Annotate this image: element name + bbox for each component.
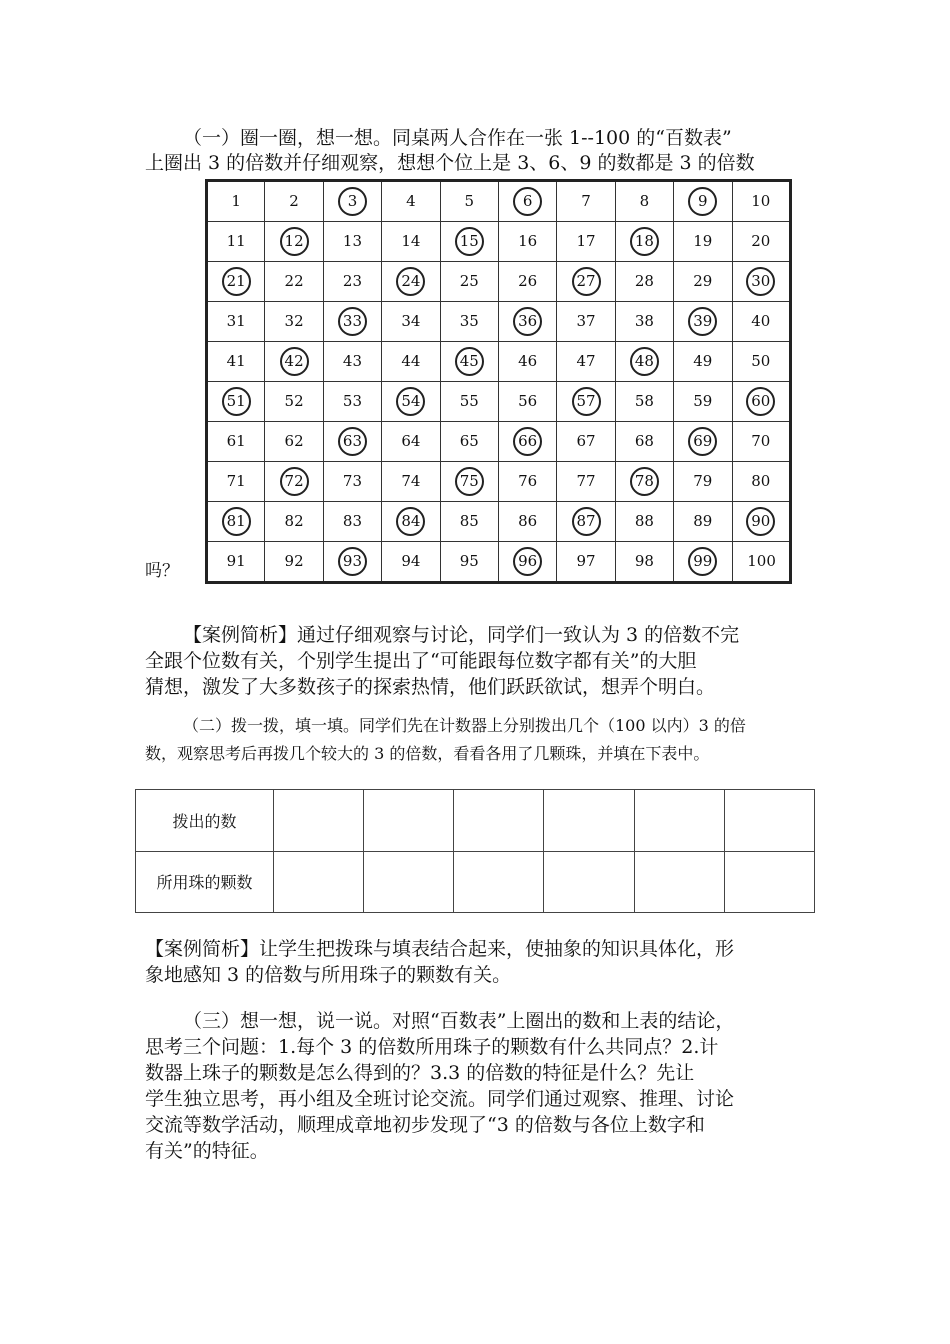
hundred-number: 68: [634, 432, 654, 450]
hundred-cell: [382, 302, 440, 342]
hundred-cell: [265, 502, 323, 542]
hundred-cell: [265, 382, 323, 422]
hundred-cell: [615, 382, 673, 422]
hundred-number: 86: [518, 512, 538, 530]
fill-cell[interactable]: [454, 851, 544, 913]
hundred-cell: [498, 542, 556, 583]
hundred-number: 53: [342, 392, 363, 410]
fill-row2-label: 所用珠的颗数: [136, 851, 274, 913]
hundred-number: 21: [222, 267, 251, 296]
hundred-number: 64: [401, 432, 421, 450]
hundred-cell: [674, 502, 732, 542]
hundred-cell: [615, 181, 673, 222]
fill-cell[interactable]: [364, 790, 454, 852]
hundred-cell: [732, 502, 790, 542]
hundred-cell: [557, 262, 615, 302]
hundred-cell: [732, 262, 790, 302]
hundred-number: 20: [751, 232, 771, 250]
section1-line: 上圈出 3 的倍数并仔细观察，想想个位上是 3、6、9 的数都是 3 的倍数: [145, 152, 755, 174]
hundred-cell: [498, 342, 556, 382]
hundred-cell: [557, 302, 615, 342]
hundred-cell: [207, 462, 265, 502]
section1-line: （一）圈一圈，想一想。同桌两人合作在一张 1--100 的“百数表”: [183, 127, 732, 149]
hundred-number: 99: [688, 547, 717, 576]
hundred-cell: [207, 542, 265, 583]
hundred-cell: [207, 342, 265, 382]
section3-text: [145, 1008, 810, 1164]
hundred-cell: [382, 342, 440, 382]
hundred-number: 76: [518, 472, 538, 490]
hundred-cell: [615, 342, 673, 382]
hundred-number: 37: [576, 312, 596, 330]
hundred-number: 59: [693, 392, 713, 410]
hundred-number: 45: [455, 347, 484, 376]
section3-line: 思考三个问题：1.每个 3 的倍数所用珠子的颗数有什么共同点？2.计: [145, 1036, 719, 1058]
fill-row-numbers: [136, 790, 815, 852]
section3-line: 学生独立思考，再小组及全班讨论交流。同学们通过观察、推理、讨论: [145, 1088, 735, 1110]
hundred-cell: [323, 542, 381, 583]
hundred-cell: [498, 302, 556, 342]
analysis2-line: 象地感知 3 的倍数与所用珠子的颗数有关。: [145, 964, 512, 986]
hundred-number: 30: [746, 267, 775, 296]
hundred-cell: [265, 462, 323, 502]
hundred-cell: [265, 542, 323, 583]
hundred-cell: [382, 502, 440, 542]
fill-cell[interactable]: [634, 790, 724, 852]
hundred-number: 50: [751, 352, 771, 370]
hundred-cell: [265, 222, 323, 262]
hundred-number: 3: [338, 187, 367, 216]
fill-row-beads: [136, 851, 815, 913]
hundred-number: 24: [396, 267, 425, 296]
hundred-number: 58: [634, 392, 654, 410]
hundred-cell: [732, 462, 790, 502]
hundred-cell: [323, 262, 381, 302]
hundred-cell: [207, 262, 265, 302]
hundred-row: [207, 262, 791, 302]
fill-cell[interactable]: [544, 851, 634, 913]
hundred-number: 70: [751, 432, 771, 450]
section3-line: （三）想一想，说一说。对照“百数表”上圈出的数和上表的结论，: [183, 1010, 735, 1032]
hundred-number: 19: [693, 232, 713, 250]
hundred-number: 12: [280, 227, 309, 256]
hundred-number: 97: [576, 552, 596, 570]
hundred-cell: [207, 181, 265, 222]
hundred-row: [207, 342, 791, 382]
hundred-number: 96: [513, 547, 542, 576]
hundred-cell: [382, 382, 440, 422]
hundred-number: 25: [459, 272, 479, 290]
hundred-number: 36: [513, 307, 542, 336]
hundred-cell: [440, 222, 498, 262]
hundred-number: 57: [572, 387, 601, 416]
hundred-cell: [207, 222, 265, 262]
hundred-number: 75: [455, 467, 484, 496]
hundred-number: 98: [634, 552, 654, 570]
hundred-row: [207, 422, 791, 462]
hundred-number: 32: [284, 312, 304, 330]
hundred-cell: [615, 422, 673, 462]
hundred-cell: [323, 222, 381, 262]
hundred-number: 26: [518, 272, 538, 290]
hundred-number: 91: [226, 552, 246, 570]
hundred-number: 77: [576, 472, 596, 490]
hundred-cell: [498, 422, 556, 462]
hundred-number: 4: [406, 192, 416, 210]
hundred-cell: [674, 302, 732, 342]
hundred-number: 90: [746, 507, 775, 536]
hundred-number: 80: [751, 472, 771, 490]
hundred-cell: [440, 342, 498, 382]
analysis1-line: 全跟个位数有关，个别学生提出了“可能跟每位数字都有关”的大胆: [145, 650, 697, 672]
analysis1-text: [145, 622, 810, 700]
hundred-number: 49: [693, 352, 713, 370]
hundred-row: [207, 542, 791, 583]
hundred-cell: [323, 462, 381, 502]
hundred-cell: [615, 222, 673, 262]
hundred-number: 61: [226, 432, 246, 450]
hundred-number: 73: [342, 472, 363, 490]
hundred-cell: [674, 222, 732, 262]
hundred-cell: [615, 302, 673, 342]
hundred-number: 14: [401, 232, 421, 250]
hundred-number: 44: [401, 352, 421, 370]
hundred-number: 7: [581, 192, 591, 210]
hundred-number: 85: [459, 512, 479, 530]
hundred-cell: [732, 302, 790, 342]
hundred-row: [207, 382, 791, 422]
hundred-cell: [265, 342, 323, 382]
hundred-number: 93: [338, 547, 367, 576]
hundred-row: [207, 222, 791, 262]
hundred-number: 38: [634, 312, 654, 330]
hundred-row: [207, 302, 791, 342]
hundred-cell: [265, 262, 323, 302]
hundred-cell: [498, 222, 556, 262]
section2-line: 数，观察思考后再拨几个较大的 3 的倍数，看看各用了几颗珠，并填在下表中。: [145, 744, 710, 763]
hundred-cell: [732, 342, 790, 382]
hundred-number: 23: [342, 272, 363, 290]
hundred-cell: [440, 181, 498, 222]
hundred-cell: [323, 181, 381, 222]
section1-text: [145, 126, 810, 176]
hundred-number: 35: [459, 312, 479, 330]
hundred-cell: [207, 302, 265, 342]
hundred-number: 51: [222, 387, 251, 416]
hundred-number: 16: [518, 232, 538, 250]
fill-cell[interactable]: [454, 790, 544, 852]
hundred-number: 6: [513, 187, 542, 216]
hundred-cell: [498, 382, 556, 422]
hundred-number: 9: [688, 187, 717, 216]
hundred-number: 66: [513, 427, 542, 456]
hundred-cell: [440, 542, 498, 583]
hundred-number: 79: [693, 472, 713, 490]
fill-cell[interactable]: [634, 851, 724, 913]
hundred-number: 52: [284, 392, 304, 410]
hundred-cell: [323, 302, 381, 342]
section1-tail: 吗？: [145, 561, 179, 581]
hundred-cell: [615, 542, 673, 583]
hundred-number: 81: [222, 507, 251, 536]
section2-text: [145, 712, 810, 768]
hundred-cell: [674, 542, 732, 583]
hundred-cell: [557, 502, 615, 542]
hundred-number: 60: [746, 387, 775, 416]
hundred-number: 17: [576, 232, 596, 250]
fill-row1-label: 拨出的数: [136, 790, 274, 852]
fill-cell[interactable]: [274, 790, 364, 852]
fill-cell[interactable]: [544, 790, 634, 852]
hundred-number: 47: [576, 352, 596, 370]
fill-table: [135, 789, 815, 913]
hundred-number: 31: [226, 312, 246, 330]
hundred-number: 13: [342, 232, 363, 250]
hundred-cell: [207, 502, 265, 542]
hundred-row: [207, 462, 791, 502]
hundred-cell: [440, 382, 498, 422]
hundred-cell: [265, 422, 323, 462]
hundred-number: 92: [284, 552, 304, 570]
hundred-cell: [674, 181, 732, 222]
section3-line: 有关”的特征。: [145, 1140, 269, 1162]
hundred-cell: [498, 462, 556, 502]
hundred-cell: [557, 382, 615, 422]
hundred-number: 1: [231, 192, 241, 210]
hundred-cell: [440, 302, 498, 342]
hundred-row: [207, 181, 791, 222]
hundred-cell: [557, 422, 615, 462]
section3-line: 数器上珠子的颗数是怎么得到的？3.3 的倍数的特征是什么？先让: [145, 1062, 695, 1084]
hundred-cell: [674, 262, 732, 302]
hundred-number: 62: [284, 432, 304, 450]
hundred-number: 22: [284, 272, 304, 290]
hundred-cell: [732, 542, 790, 583]
hundred-cell: [382, 262, 440, 302]
hundred-number: 63: [338, 427, 367, 456]
analysis1-line: 猜想，激发了大多数孩子的探索热情，他们跃跃欲试，想弄个明白。: [145, 676, 716, 698]
hundred-number: 15: [455, 227, 484, 256]
section2-line: （二）拨一拨，填一填。同学们先在计数器上分别拨出几个（100 以内）3 的倍: [183, 716, 746, 735]
hundred-cell: [382, 181, 440, 222]
hundred-cell: [732, 422, 790, 462]
hundred-number: 78: [630, 467, 659, 496]
hundred-cell: [382, 462, 440, 502]
hundred-number: 95: [459, 552, 479, 570]
hundred-number: 46: [518, 352, 538, 370]
hundred-number: 88: [634, 512, 654, 530]
hundred-cell: [440, 422, 498, 462]
hundred-cell: [615, 262, 673, 302]
hundred-number: 55: [459, 392, 479, 410]
hundred-cell: [732, 181, 790, 222]
fill-cell[interactable]: [274, 851, 364, 913]
hundred-number: 41: [226, 352, 246, 370]
hundred-number: 87: [572, 507, 601, 536]
fill-cell[interactable]: [724, 790, 814, 852]
hundred-table: [205, 179, 792, 584]
hundred-number: 100: [747, 552, 776, 570]
hundred-number: 28: [634, 272, 654, 290]
hundred-number: 11: [226, 232, 246, 250]
hundred-number: 54: [396, 387, 425, 416]
hundred-cell: [498, 502, 556, 542]
hundred-number: 10: [751, 192, 771, 210]
hundred-cell: [674, 462, 732, 502]
hundred-number: 27: [572, 267, 601, 296]
hundred-number: 74: [401, 472, 421, 490]
hundred-cell: [557, 462, 615, 502]
hundred-number: 2: [289, 192, 299, 210]
hundred-cell: [265, 181, 323, 222]
hundred-number: 84: [396, 507, 425, 536]
hundred-number: 34: [401, 312, 421, 330]
hundred-cell: [674, 422, 732, 462]
hundred-number: 29: [693, 272, 713, 290]
analysis1-line: 【案例简析】通过仔细观察与讨论，同学们一致认为 3 的倍数不完: [183, 624, 740, 646]
hundred-number: 82: [284, 512, 304, 530]
hundred-cell: [440, 262, 498, 302]
hundred-number: 89: [693, 512, 713, 530]
hundred-cell: [615, 462, 673, 502]
hundred-cell: [323, 422, 381, 462]
fill-cell[interactable]: [364, 851, 454, 913]
hundred-cell: [674, 342, 732, 382]
hundred-cell: [498, 181, 556, 222]
hundred-row: [207, 502, 791, 542]
hundred-cell: [207, 382, 265, 422]
hundred-cell: [265, 302, 323, 342]
hundred-cell: [382, 542, 440, 583]
hundred-cell: [440, 502, 498, 542]
analysis2-line: 【案例简析】让学生把拨珠与填表结合起来，使抽象的知识具体化，形: [145, 938, 735, 960]
hundred-number: 72: [280, 467, 309, 496]
hundred-cell: [323, 502, 381, 542]
fill-cell[interactable]: [724, 851, 814, 913]
hundred-number: 5: [464, 192, 475, 210]
hundred-cell: [615, 502, 673, 542]
hundred-cell: [557, 542, 615, 583]
hundred-cell: [557, 181, 615, 222]
hundred-cell: [557, 342, 615, 382]
hundred-number: 65: [459, 432, 479, 450]
hundred-number: 83: [342, 512, 363, 530]
analysis2-text: [145, 936, 810, 988]
hundred-number: 43: [342, 352, 363, 370]
hundred-number: 33: [338, 307, 367, 336]
hundred-number: 48: [630, 347, 659, 376]
hundred-cell: [732, 222, 790, 262]
hundred-cell: [557, 222, 615, 262]
hundred-number: 40: [751, 312, 771, 330]
hundred-number: 71: [226, 472, 246, 490]
hundred-cell: [732, 382, 790, 422]
section3-line: 交流等数学活动，顺理成章地初步发现了“3 的倍数与各位上数字和: [145, 1114, 705, 1136]
hundred-cell: [498, 262, 556, 302]
hundred-number: 8: [639, 192, 650, 210]
hundred-number: 94: [401, 552, 421, 570]
hundred-number: 18: [630, 227, 659, 256]
hundred-number: 56: [518, 392, 538, 410]
hundred-number: 67: [576, 432, 596, 450]
hundred-cell: [382, 222, 440, 262]
hundred-number: 39: [688, 307, 717, 336]
hundred-cell: [323, 382, 381, 422]
hundred-cell: [323, 342, 381, 382]
hundred-cell: [207, 422, 265, 462]
hundred-cell: [382, 422, 440, 462]
hundred-cell: [674, 382, 732, 422]
hundred-number: 69: [688, 427, 717, 456]
hundred-cell: [440, 462, 498, 502]
hundred-number: 42: [280, 347, 309, 376]
